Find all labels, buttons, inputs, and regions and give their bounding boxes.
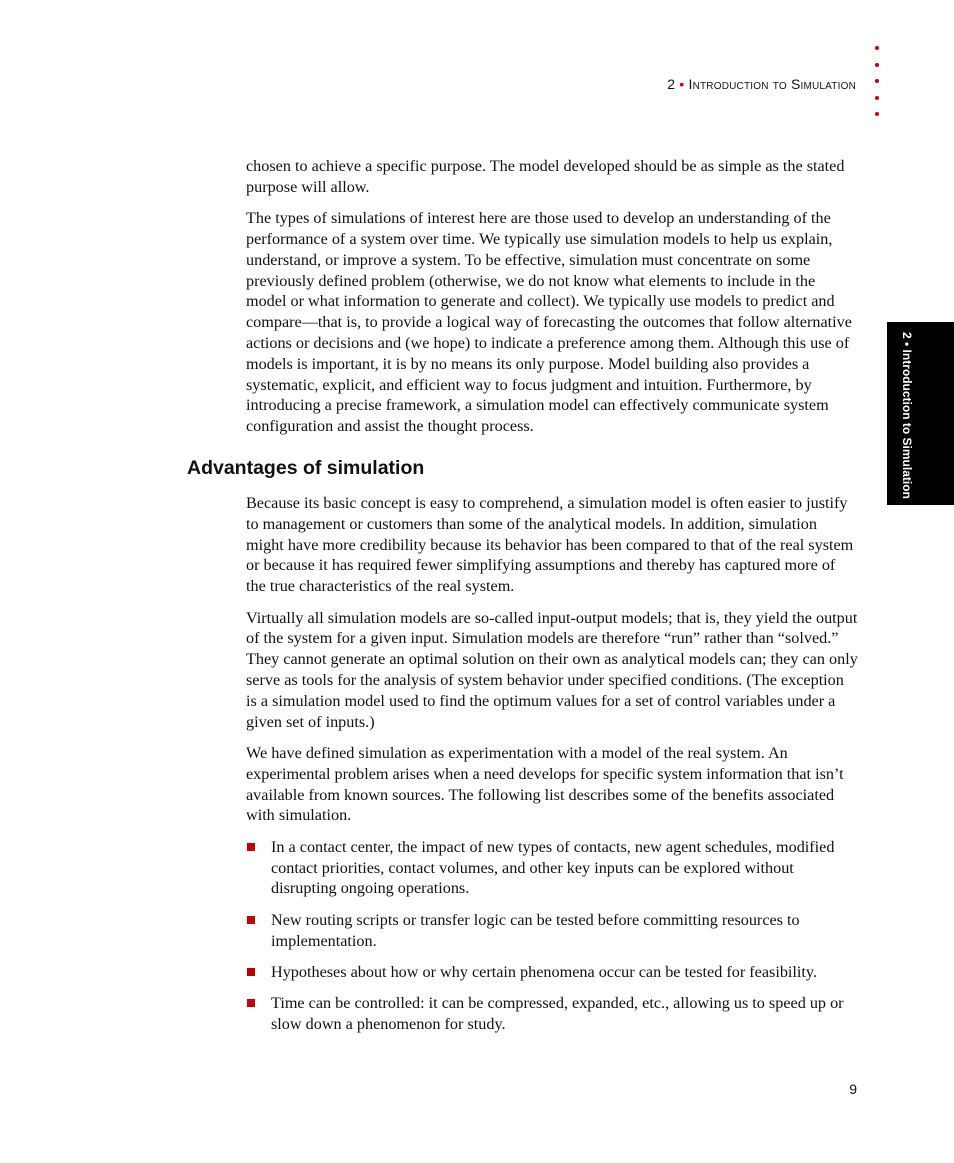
list-item-text: New routing scripts or transfer logic can be tested before committing resources to implementation. (271, 910, 800, 950)
paragraph: We have defined simulation as experimentation with a model of the real system. An experimental problem arises when a need develops for specific system information that isn’t available from known sources. The following list describes some of the benefits associated with simulation. (246, 743, 844, 825)
header-bullet: • (679, 76, 685, 92)
paragraph: chosen to achieve a specific purpose. The model developed should be as simple as the stated purpose will allow. (246, 157, 845, 196)
list-item-text: Hypotheses about how or why certain phenomena occur can be tested for feasibility. (271, 962, 817, 981)
paragraph: Because its basic concept is easy to comprehend, a simulation model is often easier to justify to management or customers than some of the analytical models. In addition, simulation might have more credibility because its behavior has been compared to that of the real system or because it has required fewer simplifying assumptions and thereby has captured more of the true characteristics of the real system. (246, 494, 854, 596)
list-item (246, 962, 858, 983)
list-item-text: In a contact center, the impact of new types of contacts, new agent schedules, modified contact priorities, contact volumes, and other key inputs can be explored without disrupting ongoing operations. (271, 837, 835, 898)
chapter-title: Introduction to Simulation (688, 76, 856, 92)
dot-icon (875, 46, 879, 50)
benefits-list (246, 837, 858, 1035)
dot-icon (875, 96, 879, 100)
square-bullet-icon (247, 843, 255, 851)
body-text-top (246, 156, 858, 448)
chapter-side-tab (887, 322, 954, 505)
dot-icon (875, 112, 879, 116)
section-body (246, 493, 858, 1045)
list-item (246, 837, 858, 899)
side-tab-label: 2 • Introduction to Simulation (900, 332, 914, 499)
paragraph: The types of simulations of interest here are those used to develop an understanding of the performance of a system over time. We typically use simulation models to help us explain, understand, or improve a system. To be effective, simulation must concentrate on some previously defined problem (otherwise, we do not know what elements to include in the model or what information to generate and collect). We typically use models to predict and compare—that is, to provide a logical way of forecasting the outcomes that follow alternative actions or decisions and (we hope) to indicate a preference among them. Although this use of models is important, it is by no means its only purpose. Model building also provides a systematic, explicit, and efficient way to focus judgment and intuition. Furthermore, by introducing a precise framework, a simulation model can effectively communicate system configuration and assist the thought process. (246, 209, 852, 436)
dot-icon (875, 63, 879, 67)
square-bullet-icon (247, 999, 255, 1007)
chapter-number: 2 (667, 76, 676, 92)
list-item (246, 993, 858, 1035)
section-heading: Advantages of simulation (187, 457, 425, 479)
list-item-text: Time can be controlled: it can be compressed, expanded, etc., allowing us to speed up or slow down a phenomenon for study. (271, 994, 844, 1034)
page-number: 9 (849, 1081, 857, 1097)
dot-icon (875, 79, 879, 83)
square-bullet-icon (247, 916, 255, 924)
running-header (667, 76, 856, 92)
list-item (246, 910, 858, 952)
paragraph: Virtually all simulation models are so-called input-output models; that is, they yield the output of the system for a given input. Simulation models are therefore “run” rather than “solved.” They cannot generate an optimal solution on their own as analytical models can; they can only serve as tools for the analysis of system behavior under specified conditions. (The exception is a simulation model used to find the optimum values for a set of control variables under a given set of inputs.) (246, 608, 858, 731)
decorative-dots (872, 46, 882, 129)
square-bullet-icon (247, 968, 255, 976)
